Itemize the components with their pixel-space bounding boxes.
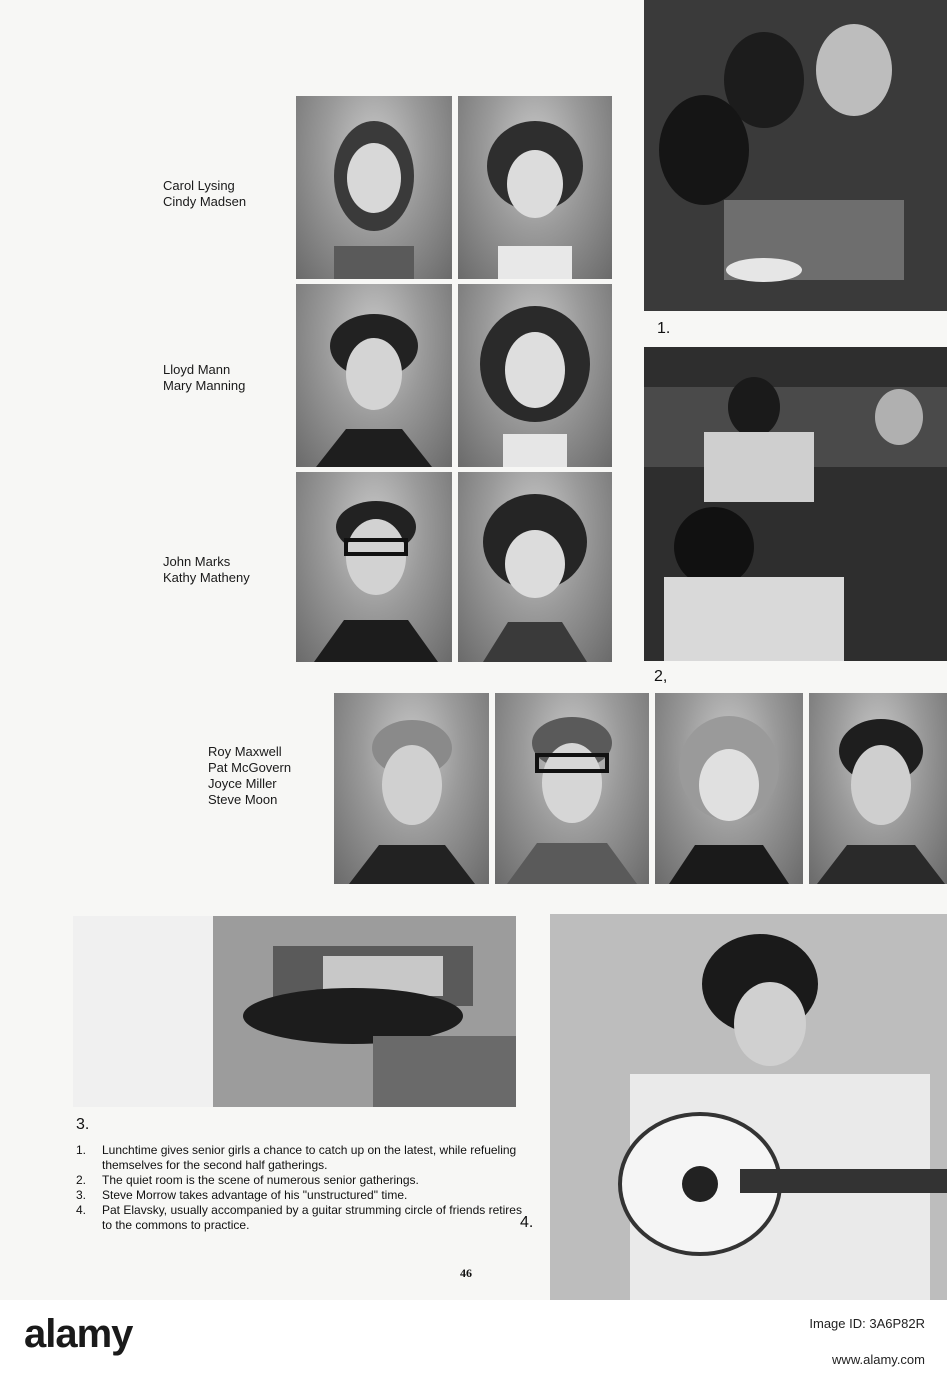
name-label: Roy Maxwell [208, 744, 282, 759]
portrait-photo [334, 693, 489, 884]
name-label: Lloyd Mann [163, 362, 231, 377]
photo-number-1: 1. [657, 320, 671, 337]
caption-number: 2. [76, 1173, 87, 1187]
name-label: Pat McGovern [208, 760, 292, 775]
portrait-photo [296, 284, 452, 467]
caption-number: 3. [76, 1188, 87, 1202]
candid-photo-lunchtime [644, 0, 947, 311]
row4-names [208, 744, 291, 808]
photo-number-2: 2, [654, 668, 668, 685]
portrait-photo [655, 693, 803, 884]
caption-number: 1. [76, 1143, 87, 1157]
portrait-photo [296, 96, 452, 279]
caption-item [76, 1188, 526, 1203]
name-label: John Marks [163, 554, 231, 569]
site-url: www.alamy.com [832, 1352, 925, 1367]
caption-text: Pat Elavsky, usually accompanied by a guitar strumming circle of friends retires to the commons to practice. [102, 1203, 522, 1232]
name-label: Kathy Matheny [163, 570, 250, 585]
caption-text: Lunchtime gives senior girls a chance to catch up on the latest, while refueling themselves for the second half gatherings. [102, 1143, 517, 1172]
photo-number-3: 3. [76, 1116, 90, 1133]
name-label: Cindy Madsen [163, 194, 247, 209]
page-number: 46 [460, 1266, 472, 1280]
photo-number-4: 4. [520, 1214, 534, 1231]
name-label: Steve Moon [208, 792, 278, 807]
stock-footer [0, 1300, 947, 1390]
name-label: Carol Lysing [163, 178, 235, 193]
caption-list [76, 1143, 526, 1233]
name-label: Mary Manning [163, 378, 246, 393]
portrait-photo [296, 472, 452, 662]
portrait-photo [495, 693, 649, 884]
name-label: Joyce Miller [208, 776, 277, 791]
row3-names [163, 554, 250, 586]
row1-names [163, 178, 246, 210]
row2-names [163, 362, 245, 394]
candid-photo-guitar [550, 914, 947, 1300]
candid-photo-sleeping [73, 916, 516, 1107]
portrait-photo [458, 284, 612, 467]
caption-item [76, 1143, 526, 1173]
candid-photo-quiet-room [644, 347, 947, 661]
portrait-photo [458, 96, 612, 279]
image-id-label: Image ID: 3A6P82R [809, 1316, 925, 1331]
caption-item [76, 1203, 526, 1233]
brand-logo: alamy [24, 1312, 133, 1356]
caption-text: Steve Morrow takes advantage of his "unstructured" time. [102, 1188, 408, 1202]
portrait-photo [458, 472, 612, 662]
caption-number: 4. [76, 1203, 87, 1217]
caption-item [76, 1173, 526, 1188]
portrait-photo [809, 693, 947, 884]
caption-text: The quiet room is the scene of numerous senior gatherings. [102, 1173, 419, 1187]
